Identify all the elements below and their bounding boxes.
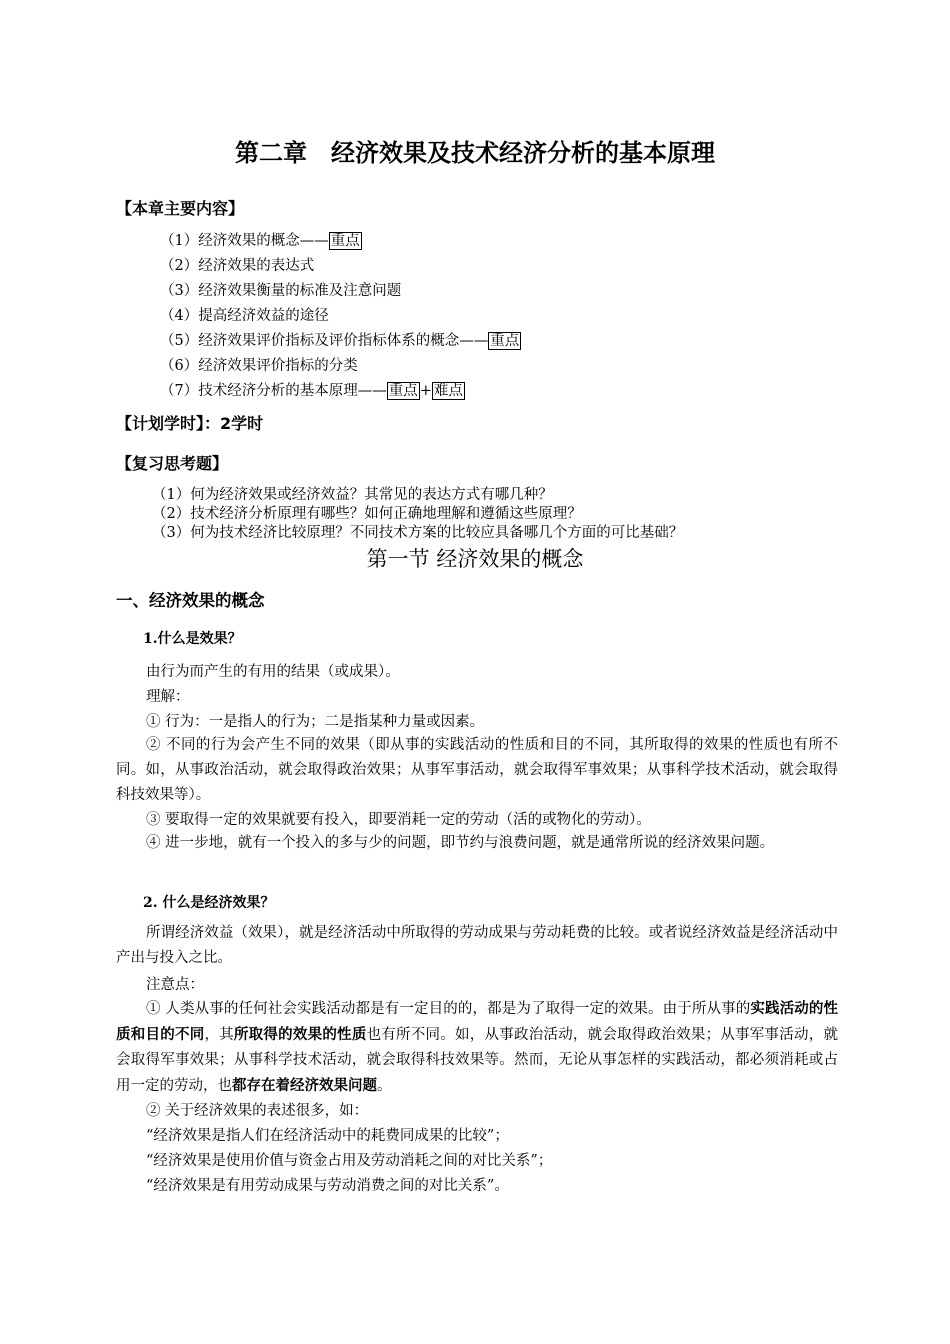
contents-item-text: （7）技术经济分析的基本原理—— [160,383,387,399]
economic-effect-definition: 所谓经济效益（效果），就是经济活动中所取得的劳动成果与劳动耗费的比较。或者说经济效益是经济活动中产出与投入之比。 [116,925,838,966]
contents-item-5 [160,329,521,350]
contents-item-2: （2）经济效果的表达式 [160,258,315,274]
quote-2: “经济效果是使用价值与资金占用及劳动消耗之间的对比关系”； [146,1153,553,1169]
review-question-3: （3）何为技术经济比较原理？不同技术方案的比较应具备哪几个方面的可比基础？ [152,525,684,541]
understanding-point-2: ② 不同的行为会产生不同的效果（即从事的实践活动的性质和目的不同，其所取得的效果的性质也有所不同。如，从事政治活动，就会取得政治效果；从事军事活动，就会取得军事效果；从事科学技术活动，就会取得科技效果等）。 [116,737,838,803]
contents-item-text: （5）经济效果评价指标及评价指标体系的概念—— [160,333,489,349]
key-point-tag: 重点 [330,233,360,249]
review-question-2: （2）技术经济分析原理有哪些？如何正确地理解和遵循这些原理？ [152,506,582,522]
review-header: 【复习思考题】 [116,454,229,473]
quote-3: “经济效果是有用劳动成果与劳动消费之间的对比关系”。 [146,1178,509,1194]
difficult-point-tag: 难点 [433,383,463,399]
contents-item-6: （6）经济效果评价指标的分类 [160,358,358,374]
understanding-point-4: ④ 进一步地，就有一个投入的多与少的问题，即节约与浪费问题，就是通常所说的经济效果问题。 [146,835,775,851]
understanding-point-3: ③ 要取得一定的效果就要有投入，即要消耗一定的劳动（活的或物化的劳动）。 [146,812,651,828]
tag-separator: + [419,383,432,399]
note-text: 也有所不同。如，从事政治活动，就会取得政治效果；从事军事活动，就会取得军事效果；从事科学技术活动，就会取得科技效果等。然而，无论从事怎样的实践活动，都必须消耗或占用一定的劳动，也 [116,1027,839,1094]
effect-definition: 由行为而产生的有用的结果（或成果）。 [146,664,400,680]
question-what-is-economic-effect: 2. 什么是经济效果？ [143,895,275,911]
review-question-1: （1）何为经济效果或经济效益？其常见的表达方式有哪几种？ [152,487,553,503]
note-text: 。 [377,1078,392,1094]
understanding-label: 理解： [146,689,190,705]
contents-item-text: （1）经济效果的概念—— [160,233,329,249]
key-point-tag: 重点 [490,333,520,349]
chapter-title: 第二章 经济效果及技术经济分析的基本原理 [235,139,715,167]
note-point-2: ② 关于经济效果的表述很多，如： [146,1103,369,1119]
study-hours: 【计划学时】：2学时 [116,414,264,433]
note-text: ，其 [204,1027,234,1043]
emphasis-text: 实践活动的性质和目的不同 [116,1000,839,1043]
contents-item-7 [160,379,465,400]
contents-item-4: （4）提高经济效益的途径 [160,308,329,324]
emphasis-text: 都存在着经济效果问题 [232,1077,377,1094]
note-label: 注意点： [146,977,204,993]
contents-item-1 [160,229,362,250]
heading-concept: 一、经济效果的概念 [116,591,265,610]
understanding-point-1: ① 行为：一是指人的行为；二是指某种力量或因素。 [146,714,485,730]
section-title: 第一节 经济效果的概念 [366,547,584,571]
main-contents-header: 【本章主要内容】 [116,199,245,218]
contents-item-3: （3）经济效果衡量的标准及注意问题 [160,283,402,299]
note-text: ① 人类从事的任何社会实践活动都是有一定目的的，都是为了取得一定的效果。由于所从事的 [146,1001,751,1017]
question-what-is-effect: 1.什么是效果？ [143,631,242,647]
note-point-1 [116,996,838,1099]
quote-1: “经济效果是指人们在经济活动中的耗费同成果的比较”； [146,1128,509,1144]
emphasis-text: 所取得的效果的性质 [233,1026,367,1043]
key-point-tag: 重点 [388,383,418,399]
